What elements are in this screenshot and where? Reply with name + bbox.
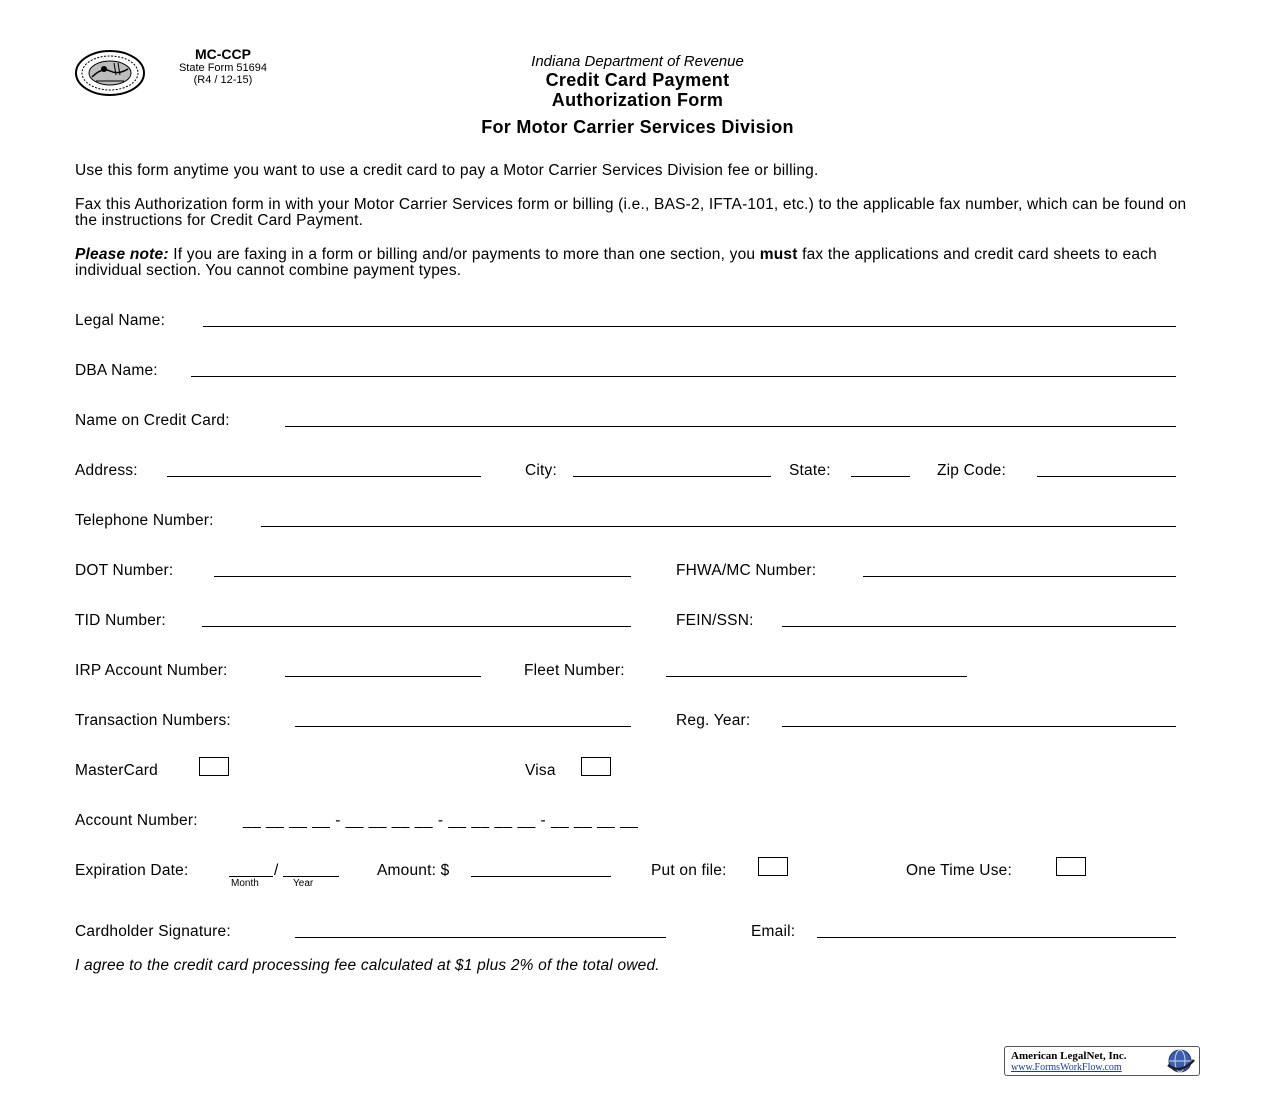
dot-number-field[interactable] xyxy=(214,576,631,577)
globe-icon xyxy=(1163,1048,1197,1074)
irp-account-field[interactable] xyxy=(285,676,481,677)
signature-label: Cardholder Signature: xyxy=(75,923,231,940)
note-must: must xyxy=(759,246,798,263)
put-on-file-checkbox[interactable] xyxy=(758,857,788,876)
city-label: City: xyxy=(525,462,557,479)
department-name: Indiana Department of Revenue xyxy=(531,53,744,70)
legal-name-field[interactable] xyxy=(203,326,1176,327)
form-code: MC-CCP xyxy=(195,46,251,62)
name-on-card-field[interactable] xyxy=(285,426,1176,427)
legal-name-label: Legal Name: xyxy=(75,312,166,329)
transaction-numbers-label: Transaction Numbers: xyxy=(75,712,231,729)
reg-year-label: Reg. Year: xyxy=(676,712,751,729)
logo-url-link[interactable]: www.FormsWorkFlow.com xyxy=(1011,1062,1122,1073)
expiration-date-label: Expiration Date: xyxy=(75,862,189,879)
instruction-paragraph-1: Use this form anytime you want to use a credit card to pay a Motor Carrier Services Division fee or billing. xyxy=(75,162,819,179)
telephone-label: Telephone Number: xyxy=(75,512,214,529)
email-label: Email: xyxy=(751,923,796,940)
city-field[interactable] xyxy=(573,476,771,477)
telephone-field[interactable] xyxy=(261,526,1176,527)
visa-label: Visa xyxy=(525,762,556,779)
fleet-number-field[interactable] xyxy=(666,676,967,677)
note-text-b: fax the applications and credit card sheets to each individual section. You cannot combine payment types. xyxy=(75,246,1157,279)
year-caption: Year xyxy=(293,878,314,889)
email-field[interactable] xyxy=(817,937,1176,938)
account-number-label: Account Number: xyxy=(75,812,198,829)
form-subtitle: For Motor Carrier Services Division xyxy=(481,117,794,137)
zip-code-label: Zip Code: xyxy=(937,462,1006,479)
mastercard-checkbox[interactable] xyxy=(199,757,229,776)
state-field[interactable] xyxy=(851,476,910,477)
amount-field[interactable] xyxy=(471,876,611,877)
expiration-year-field[interactable] xyxy=(283,876,339,877)
form-title-line1: Credit Card Payment xyxy=(545,70,730,90)
form-title-line2: Authorization Form xyxy=(551,90,724,110)
logo-company-name: American LegalNet, Inc. xyxy=(1011,1050,1127,1062)
zip-code-field[interactable] xyxy=(1037,476,1176,477)
account-number-field[interactable]: __ __ __ __ - __ __ __ __ - __ __ __ __ - __ __ __ __ xyxy=(243,812,639,829)
fhwa-mc-field[interactable] xyxy=(863,576,1176,577)
form-revision: (R4 / 12-15) xyxy=(193,74,253,86)
mastercard-label: MasterCard xyxy=(75,762,158,779)
dba-name-field[interactable] xyxy=(191,376,1176,377)
state-form-number: State Form 51694 xyxy=(178,62,268,74)
instruction-paragraph-3 xyxy=(75,247,1205,279)
fee-agreement-text: I agree to the credit card processing fee calculated at $1 plus 2% of the total owed. xyxy=(75,957,660,974)
signature-field[interactable] xyxy=(295,937,666,938)
american-legalnet-logo[interactable] xyxy=(1004,1046,1200,1076)
dot-number-label: DOT Number: xyxy=(75,562,174,579)
note-text-a: If you are faxing in a form or billing and/or payments to more than one section, you xyxy=(168,246,760,263)
irp-account-label: IRP Account Number: xyxy=(75,662,228,679)
fleet-number-label: Fleet Number: xyxy=(524,662,625,679)
address-label: Address: xyxy=(75,462,138,479)
expiration-month-field[interactable] xyxy=(229,876,273,877)
fhwa-mc-label: FHWA/MC Number: xyxy=(676,562,817,579)
visa-checkbox[interactable] xyxy=(581,757,611,776)
name-on-card-label: Name on Credit Card: xyxy=(75,412,230,429)
tid-number-field[interactable] xyxy=(202,626,631,627)
instruction-paragraph-2: Fax this Authorization form in with your Motor Carrier Services form or billing (i.e., BAS-2, IFTA-101, etc.) to the applicable fax number, which can be found on the instructions for Credit Card Payment. xyxy=(75,196,1187,229)
one-time-use-checkbox[interactable] xyxy=(1056,857,1086,876)
month-caption: Month xyxy=(231,878,259,889)
tid-number-label: TID Number: xyxy=(75,612,166,629)
transaction-numbers-field[interactable] xyxy=(295,726,631,727)
address-field[interactable] xyxy=(167,476,481,477)
dba-name-label: DBA Name: xyxy=(75,362,158,379)
state-label: State: xyxy=(789,462,831,479)
one-time-use-label: One Time Use: xyxy=(906,862,1012,879)
date-separator: / xyxy=(274,862,279,879)
reg-year-field[interactable] xyxy=(782,726,1176,727)
amount-label: Amount: $ xyxy=(377,862,450,879)
put-on-file-label: Put on file: xyxy=(651,862,727,879)
fein-ssn-field[interactable] xyxy=(782,626,1176,627)
please-note-label: Please note: xyxy=(75,246,169,263)
fein-ssn-label: FEIN/SSN: xyxy=(676,612,754,629)
